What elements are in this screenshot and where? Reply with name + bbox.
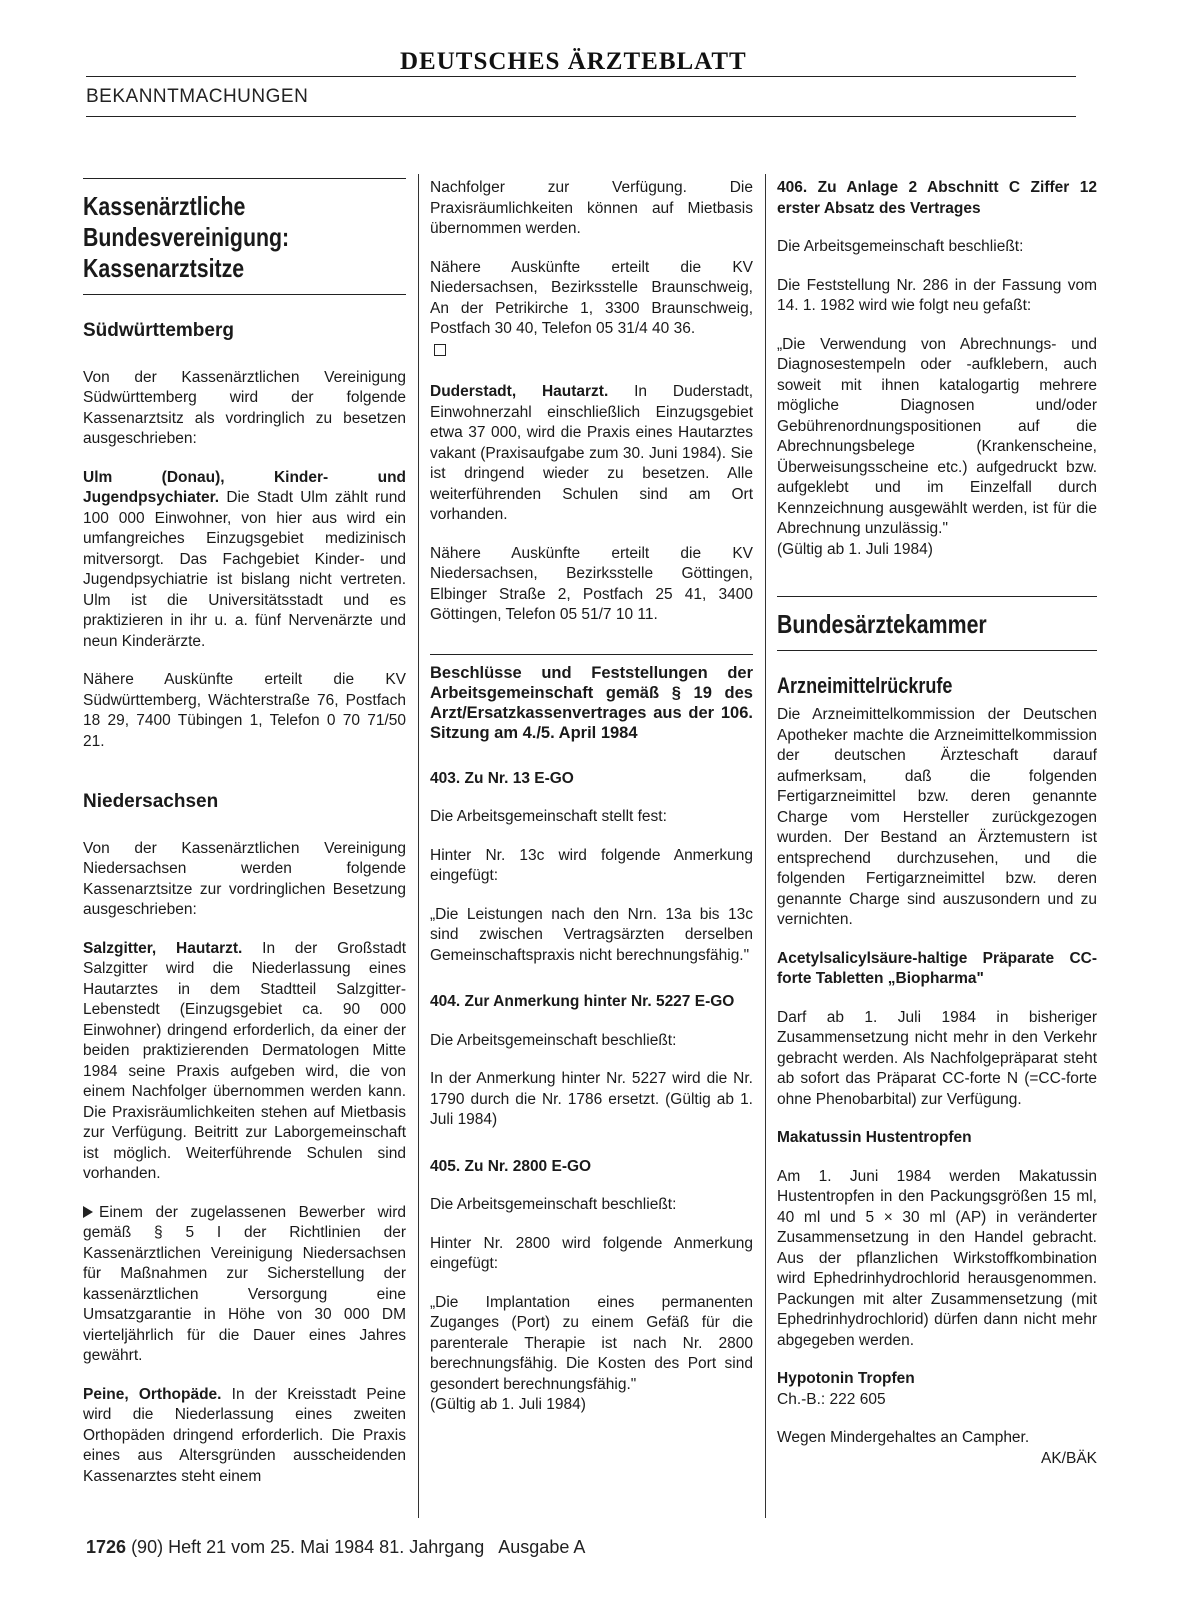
divider: [430, 654, 753, 663]
item-heading: Acetylsalicylsäure-haltige Präparate CC-forte Tabletten „Biopharma": [777, 949, 1097, 987]
section-rule: [86, 116, 1076, 117]
validity-note: (Gültig ab 1. Juli 1984): [777, 540, 933, 558]
issue-info: (90) Heft 21 vom 25. Mai 1984 81. Jahrgang Ausgabe A: [131, 1537, 586, 1557]
page-footer: [86, 1537, 585, 1558]
paragraph: Von der Kassenärztlichen Vereinigung Südwürttemberg wird der folgende Kassenarztsitz als vordringlich zu besetzen ausgeschrieben:: [83, 368, 406, 447]
paragraph: [83, 468, 406, 653]
listing-text: Die Stadt Ulm zählt rund 100 000 Einwohner, von hier aus wird ein umfangreiches Einzugsgebiet medizinisch mitversorgt. Das Fachgebiet Kinder- und Jugendpsychiatrie ist bislang nicht vertreten. Ulm ist die Universitätsstadt und es praktizieren in ihr u. a. fünf Nervenärzte und neun Kinderärzte.: [83, 489, 406, 650]
paragraph: Nachfolger zur Verfügung. Die Praxisräumlichkeiten können auf Mietbasis übernommen werden.: [430, 179, 753, 237]
listing-text: In der Kreisstadt Peine wird die Niederlassung eines zweiten Orthopäden dringend erforderlich. Die Praxis eines aus Altersgründen ausscheidenden Kassenarztes steht einem: [83, 1385, 406, 1485]
listing-lead: Peine, Orthopäde.: [83, 1385, 222, 1403]
column-3: [777, 178, 1097, 1487]
listing-text: In Duderstadt, Einwohnerzahl einschließlich Einzugsgebiet etwa 37 000, wird die Praxis eines Hautarztes vakant (Praxisaufgabe zum 30. Juni 1984). Sie ist dringend wieder zu besetzen. Alle weiterführenden Schulen sind am Ort vorhanden.: [430, 383, 754, 523]
column-divider: [765, 174, 766, 1518]
item-heading: 406. Zu Anlage 2 Abschnitt C Ziffer 12 erster Absatz des Vertrages: [777, 179, 1097, 217]
contact-paragraph: Nähere Auskünfte erteilt die KV Niedersachsen, Bezirksstelle Göttingen, Elbinger Straße 2, Postfach 25 41, 3400 Göttingen, Telefon 05 51/7 10 11.: [430, 544, 753, 623]
item-heading: Hypotonin Tropfen: [777, 1370, 915, 1387]
quote-paragraph: „Die Leistungen nach den Nrn. 13a bis 13c sind zwischen Vertragsärzten derselben Gemeinschaftspraxis nicht berechnungsfähig.": [430, 905, 753, 964]
column-divider: [418, 174, 419, 1518]
article-title-box: [777, 596, 1097, 651]
listing-lead: Salzgitter, Hautarzt.: [83, 939, 243, 957]
item-heading: 405. Zu Nr. 2800 E-GO: [430, 1157, 592, 1175]
resolutions-heading: Beschlüsse und Feststellungen der Arbeitsgemeinschaft gemäß § 19 des Arzt/Ersatzkassenvertrages aus der 106. Sitzung am 4./5. April 1984: [430, 663, 753, 742]
paragraph: Am 1. Juni 1984 werden Makatussin Hustentropfen in den Packungsgrößen 15 ml, 40 ml und 5 × 30 ml (AP) in veränderter Zusammensetzung in den Handel gebracht. Aus der pflanzlichen Wirkstoffkombination wird Ephedrinhydrochlorid herausgenommen. Packungen mit alter Zusammensetzung (mit Ephedrinhydrochlorid) dürfen dann nicht mehr abgegeben werden.: [777, 1167, 1097, 1349]
paragraph: Die Feststellung Nr. 286 in der Fassung vom 14. 1. 1982 wird wie folgt neu gefaßt:: [777, 276, 1097, 314]
paragraph: [83, 1203, 406, 1367]
quote-paragraph: „Die Verwendung von Abrechnungs- und Diagnosestempeln oder -aufklebern, auch soweit mit ihnen katalogartig mehrere mögliche Diagnosen und/oder Gebührenordnungspositionen auf die Abrechnungsbelege (Krankenscheine, Überweisungsscheine etc.) aufgedruckt bzw. aufgeklebt und im Einzelfall durch Kennzeichnung ausgewählt werden, ist für die Abrechnung unzulässig.": [777, 335, 1097, 537]
paragraph: [83, 939, 406, 1185]
item-heading: 404. Zur Anmerkung hinter Nr. 5227 E-GO: [430, 993, 735, 1010]
signature: AK/BÄK: [1041, 1449, 1097, 1467]
paragraph: Wegen Mindergehaltes an Campher.: [777, 1429, 1030, 1446]
paragraph: Die Arzneimittelkommission der Deutschen Apotheker machte die Arzneimittelkommission der deutschen Ärzteschaft darauf aufmerksam, daß die folgenden Fertigarzneimittel bzw. deren genannte Charge vom Hersteller zurückgezogen wurden. Der Bestand an Ärztemustern ist entsprechend durchzusehen, und die folgenden Fertigarzneimittel bzw. deren genannte Charge sind auszusondern und zu vernichten.: [777, 706, 1097, 928]
masthead: DEUTSCHES ÄRZTEBLATT: [400, 48, 747, 75]
paragraph: Die Arbeitsgemeinschaft stellt fest:: [430, 808, 667, 825]
contact-paragraph: Nähere Auskünfte erteilt die KV Südwürttemberg, Wächterstraße 76, Postfach 18 29, 7400 Tübingen 1, Telefon 0 70 71/50 21.: [83, 671, 406, 750]
paragraph: Die Arbeitsgemeinschaft beschließt:: [777, 238, 1024, 255]
triangle-bullet-icon: [83, 1206, 93, 1218]
item-heading: 403. Zu Nr. 13 E-GO: [430, 769, 574, 787]
paragraph: Darf ab 1. Juli 1984 in bisheriger Zusammensetzung nicht mehr in den Verkehr gebracht werden. Als Nachfolgepräparat steht ab sofort das Präparat CC-forte N (=CC-forte ohne Phenobarbital) zur Verfügung.: [777, 1008, 1097, 1108]
quote-paragraph: „Die Implantation eines permanenten Zuganges (Port) zu einem Gefäß für die parenterale Therapie ist nach Nr. 2800 berechnungsfähig. Die Kosten des Port sind gesondert berechnungsfähig.": [430, 1293, 753, 1393]
column-1: [83, 178, 406, 1487]
column-2: [430, 178, 753, 1416]
paragraph: Hinter Nr. 13c wird folgende Anmerkung eingefügt:: [430, 846, 753, 884]
masthead-rule: [86, 76, 1076, 77]
paragraph: [83, 1385, 406, 1488]
paragraph: Von der Kassenärztlichen Vereinigung Niedersachsen werden folgende Kassenarztsitze zur vordringlichen Besetzung ausgeschrieben:: [83, 839, 406, 918]
article-title: Bundesärztekammer: [777, 609, 987, 639]
listing-lead: Duderstadt, Hautarzt.: [430, 383, 609, 400]
paragraph: In der Anmerkung hinter Nr. 5227 wird die Nr. 1790 durch die Nr. 1786 ersetzt. (Gültig ab 1. Juli 1984): [430, 1070, 753, 1128]
paragraph: Die Arbeitsgemeinschaft beschließt:: [430, 1031, 677, 1049]
region-heading: Niedersachsen: [83, 791, 219, 812]
article-title: Kassenärztliche Bundesvereinigung: Kassenarztsitze: [83, 191, 290, 283]
paragraph: Die Arbeitsgemeinschaft beschließt:: [430, 1196, 677, 1213]
recall-heading: Arzneimittelrückrufe: [777, 673, 953, 698]
listing-lead: Ulm (Donau), Kinder- und Jugendpsychiater.: [83, 468, 406, 506]
contact-paragraph: Nähere Auskünfte erteilt die KV Niedersachsen, Bezirksstelle Braunschweig, An der Petrikirche 1, 3300 Braunschweig, Postfach 30 40, Telefon 05 31/4 40 36.: [430, 258, 753, 337]
paragraph: Hinter Nr. 2800 wird folgende Anmerkung eingefügt:: [430, 1234, 753, 1272]
charge-number: Ch.-B.: 222 605: [777, 1390, 886, 1408]
listing-text: In der Großstadt Salzgitter wird die Niederlassung eines Hautarztes in dem Stadtteil Salzgitter-Lebenstedt (Einzugsgebiet ca. 90 000 Einwohner) dringend erforderlich, da einer der beiden praktizierenden Dermatologen Mitte 1984 seine Praxis aufgeben wird, die von einem Nachfolger übernommen werden kann. Die Praxisräumlichkeiten stehen auf Mietbasis zur Verfügung. Beitritt zur Laborgemeinschaft ist möglich. Weiterführende Schulen sind vorhanden.: [83, 939, 407, 1182]
section-label: BEKANNTMACHUNGEN: [86, 86, 309, 107]
region-heading: Südwürttemberg: [83, 320, 234, 341]
page-number: 1726: [86, 1537, 127, 1557]
validity-note: (Gültig ab 1. Juli 1984): [430, 1396, 586, 1413]
article-title-box: [83, 178, 406, 295]
end-mark-icon: [434, 344, 446, 356]
paragraph: [430, 382, 753, 526]
guarantee-text: Einem der zugelassenen Bewerber wird gemäß § 5 I der Richtlinien der Kassenärztlichen Vereinigung Niedersachsen für Maßnahmen zur Sicherstellung der kassenärztlichen Versorgung eine Umsatzgarantie in Höhe von 30 000 DM vierteljährlich für die Dauer eines Jahres gewährt.: [83, 1203, 406, 1364]
item-heading: Makatussin Hustentropfen: [777, 1129, 972, 1146]
